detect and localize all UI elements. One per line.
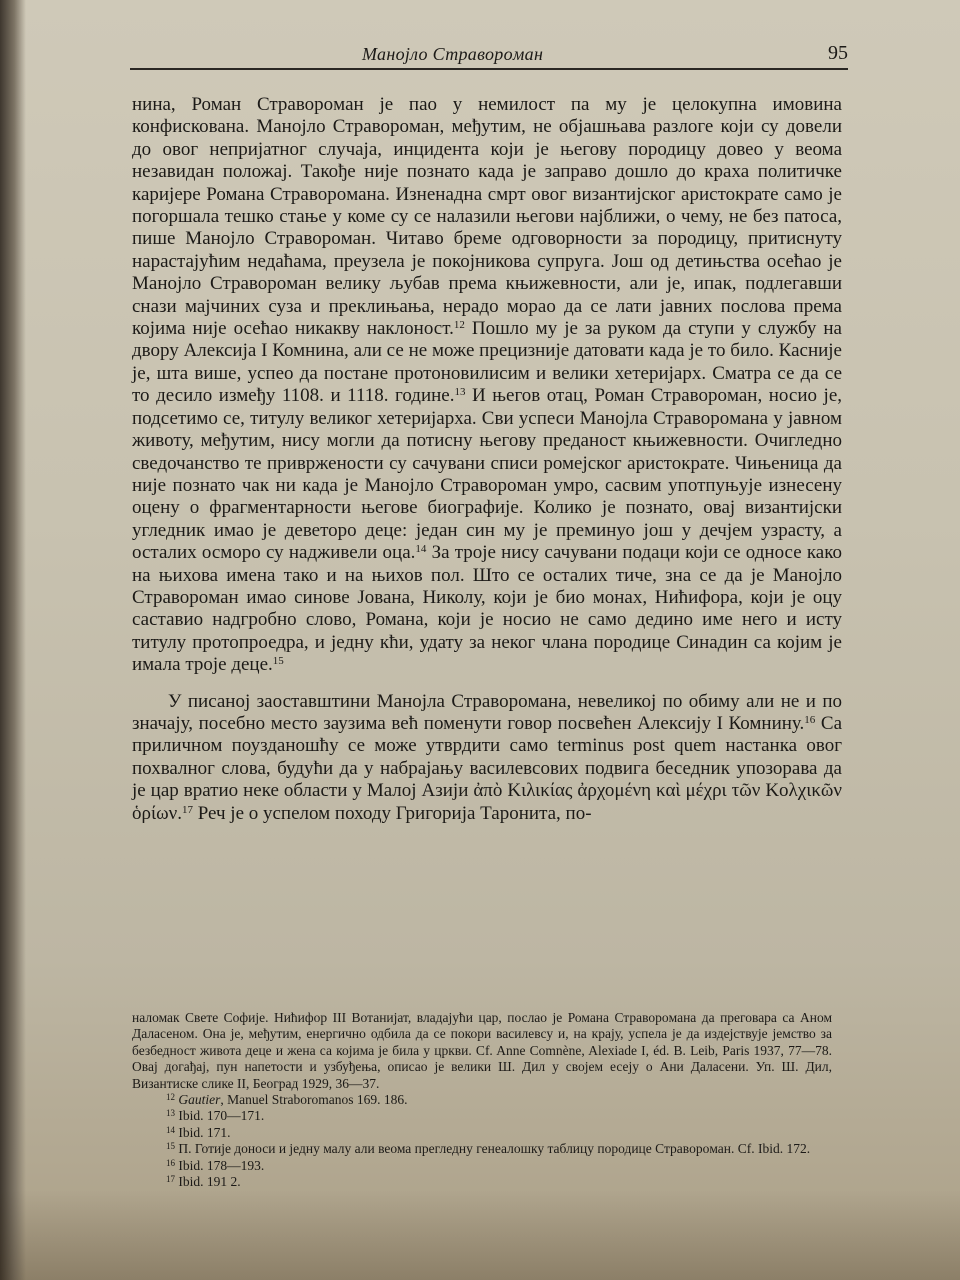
footnote-ref-12: 12: [453, 319, 465, 332]
footnotes: [132, 1010, 832, 1190]
page-number: 95: [828, 42, 848, 64]
paragraph-1: нина, Роман Страворoман је пао у немилост па му је целокупна имовина конфискована. Манојло Страворoман, међутим, не објашњава разлоге који су довели до овог непријатног случаја, инцидента који је његову породицу довео у веома незавидан положај. Такође није познато када је заправо дошло до краха политичке каријере Романа Страворoмана. Изненадна смрт овог византијског аристократе само је погоршала тешко стање у коме су се налазили његови најближи, о чему, не без патоса, пише Манојло Страворoман. Читаво бреме одговорности за породицу, притиснуту нарастајућим недаћама, преузела је покојникова супруга. Још од детињства осећао је Манојло Страворoман велику љубав према књижевности, али је, ипак, подлегавши снази мајчиних суза и преклињања, нерадо морао да се лати јавних послова према којима није осећао никакву наклоност.$^{12}$ Пошло му је за руком да ступи у службу на двору Алексија I Комнина, али се не може прецизније датовати када је то било. Касније је, шта више, успео да постане протоновилисим и велики хетеријарх. Сматра се да се то десило између 1108. и 1118. године.$^{13}$ И његов отац, Роман Страворoман, носио је, подсетимо се, титулу великог хетеријарха. Сви успеси Манојла Страворoмана у јавном животу, међутим, нису могли да потисну његову преданост књижевности. Очигледно сведочанство те привржености су сачувани списи ромејског аристократе. Чињеница да није познато чак ни када је Манојло Страворoман умро, сасвим употпуњује изнесену оцену о фрагментарности његове биографије. Колико је познато, овај византијски угледник имао је деветоро деце: један син му је преминуо још у дечјем узрасту, а осталих осморо су надживели оца.$^{14}$ За троје нису сачувани подаци који се односе како на њихова имена тако и на њихов пол. Што се осталих тиче, зна се да је Манојло Страворoман имао синове Јована, Николу, који је био монах, Нићифора, који је оцу саставио надгробно слово, Романа, који је носио не само дедино име него и исту титулу протопроедра, и једну кћи, удату за неког члана породице Синадин са којим је имала троје деце.$^{15}$: [132, 94, 842, 676]
footnote-continuation: наломак Свете Софије. Нићифор III Вотанијат, владајући цар, послао је Романа Страворoмана да преговара са Аном Даласеном. Она је, међутим, енергично одбила да се покори василевсу и, на крају, успела је да издејствује јемство за безбедност живота деце и жена са којима је била у цркви. Cf. Anne Comnène, Alexiade I, éd. B. Leib, Paris 1937, 77—78. Овај догађај, пун напетости и узбуђења, описао је велики Ш. Дил у својем есеју о Ани Даласени. Уп. Ш. Дил, Византиске слике II, Београд 1929, 36—37.: [132, 1010, 832, 1091]
footnote-15: $^{15}$ П. Готије доноси и једну малу али веома прегледну генеалошку таблицу породице Страворoман. Cf. Ibid. 172.: [166, 1141, 811, 1157]
footnote-ref-13: 13: [454, 386, 466, 399]
footnote-12: $^{12}$ Gautier, Manuel Straboromanos 169. 186.: [166, 1092, 408, 1108]
page-header: [130, 38, 848, 70]
footnote-13: $^{13}$ Ibid. 170—171.: [166, 1108, 265, 1124]
footnote-17: $^{17}$ Ibid. 191 2.: [166, 1174, 241, 1190]
footnote-16: $^{16}$ Ibid. 178—193.: [166, 1157, 265, 1173]
footnote-ref-17: 17: [181, 803, 193, 816]
footnote-ref-15: 15: [272, 655, 284, 668]
footnote-ref-14: 14: [415, 543, 427, 556]
running-title: Манојло Страворoман: [362, 44, 544, 64]
footnote-ref-16: 16: [804, 713, 816, 726]
footnote-14: $^{14}$ Ibid. 171.: [166, 1124, 231, 1140]
main-text: [132, 94, 842, 825]
book-spine-shadow: [0, 0, 26, 1280]
photo-shadow: [0, 1190, 960, 1280]
paragraph-2: У писаној заоставштини Манојла Страворoмана, невеликој по обиму али не и по значају, посебно место заузима већ поменути говор посвећен Алексију I Комнину.$^{16}$ Са приличном поузданошћу се може утврдити само terminus post quem настанка овог похвалног слова, будући да у набрајању василевсових подвига беседник упозорава да је цар вратио неке области у Малој Азији ἀπὸ Κιλικίας ἀρχομένη καὶ μέχρι τῶν Κολχικῶν ὁρίων.$^{17}$ Реч је о успелом походу Григорија Таронита, по-: [132, 690, 843, 824]
